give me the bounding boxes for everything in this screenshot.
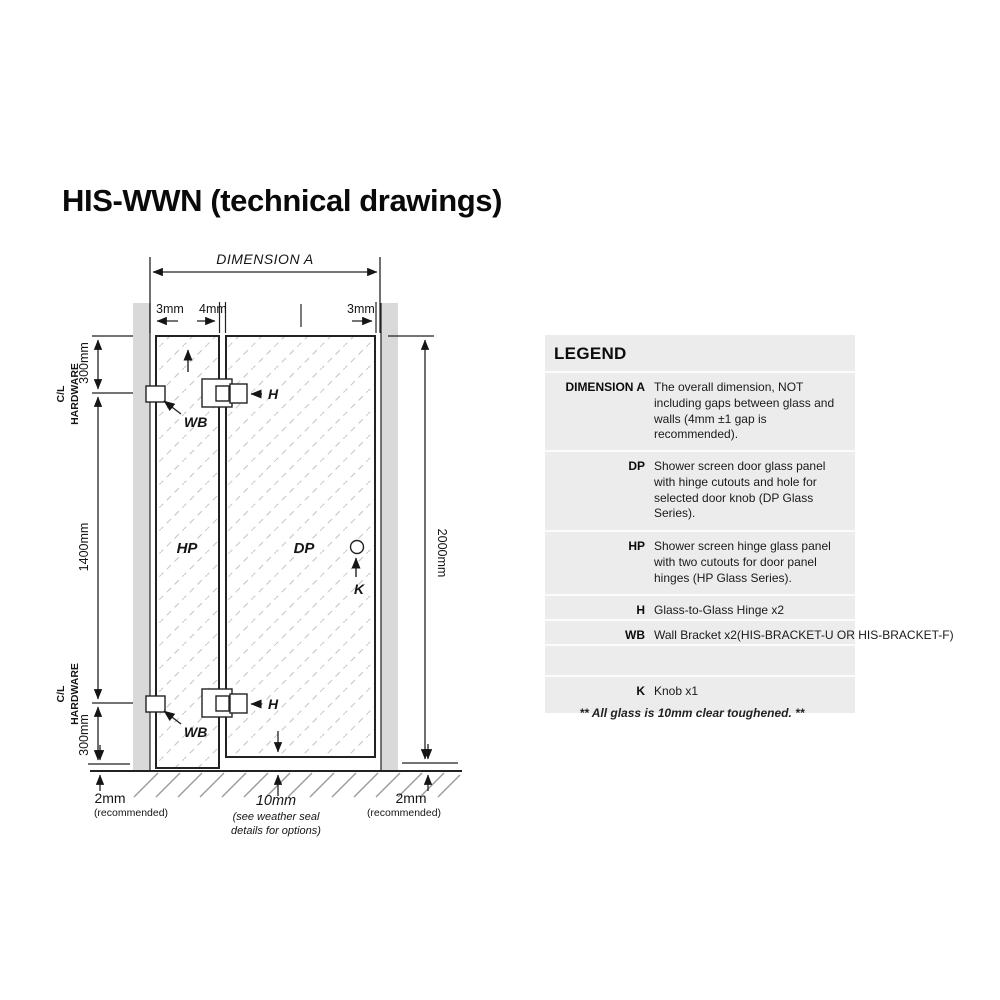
left-top-offset-label: 300mm	[77, 342, 91, 384]
wall-bracket-bottom-label: WB	[184, 724, 208, 740]
seal-gap-note-line2: details for options)	[231, 825, 321, 837]
legend-term: K	[636, 684, 645, 698]
legend-term: HP	[628, 539, 645, 553]
hinge-bottom-label: H	[268, 696, 279, 712]
legend-desc: Shower screen hinge glass panel with two cutouts for door panel hinges (HP Glass Series).	[654, 539, 831, 585]
left-dimension-chain	[88, 336, 133, 764]
dimension-a	[150, 257, 380, 333]
seal-gap-label: 10mm	[255, 793, 297, 809]
cl-hardware-top-line1: C/L	[55, 385, 67, 403]
gap-middle-label: 4mm	[199, 302, 227, 316]
overall-height-label: 2000mm	[435, 528, 449, 578]
knob-shape	[351, 541, 364, 554]
legend-desc: Knob x1	[654, 684, 699, 698]
page-title: HIS-WWN (technical drawings)	[62, 183, 503, 218]
panel-hp-label: HP	[176, 540, 198, 557]
gap-dimensions	[157, 302, 376, 333]
legend-term: H	[636, 603, 645, 617]
knob-label: K	[353, 581, 365, 597]
gap-left-label: 3mm	[156, 302, 184, 316]
floor-right-gap-label: 2mm	[395, 790, 427, 806]
legend-desc: Glass-to-Glass Hinge x2	[654, 603, 785, 617]
legend-row-dimension-a	[545, 371, 855, 450]
legend-term	[545, 646, 645, 653]
legend-term: DP	[628, 459, 645, 473]
hinge-top-label: H	[268, 386, 279, 402]
cl-hardware-top-line2: HARDWARE	[69, 363, 81, 425]
legend-row-wb	[545, 619, 954, 644]
legend-term: WB	[625, 628, 645, 642]
dimension-a-label: DIMENSION A	[216, 251, 314, 267]
legend-desc	[654, 646, 850, 653]
panel-dp-label: DP	[293, 540, 315, 557]
left-bottom-offset-label: 300mm	[77, 714, 91, 756]
legend-desc: The overall dimension, NOT including gaps between glass and walls (4mm ±1 gap is recommended).	[654, 380, 835, 442]
floor-left-gap-label: 2mm	[94, 790, 126, 806]
legend-desc: Shower screen door glass panel with hinge cutouts and hole for selected door knob (DP Glass Series).	[654, 459, 826, 521]
cl-hardware-bottom-line1: C/L	[55, 685, 67, 703]
legend-row-spacer	[545, 644, 855, 675]
gap-right-label: 3mm	[347, 302, 375, 316]
seal-gap-note-line1: (see weather seal	[232, 811, 320, 823]
wall-bracket-top-label: WB	[184, 414, 208, 430]
legend-term: DIMENSION A	[565, 380, 645, 394]
cl-hardware-bottom-line2: HARDWARE	[69, 663, 81, 725]
wall-right	[381, 303, 398, 771]
legend-panel	[545, 335, 954, 713]
legend-row-h	[545, 594, 855, 619]
floor-right-gap-note: (recommended)	[366, 807, 442, 819]
floor-left-gap-note: (recommended)	[93, 807, 169, 819]
legend-footnote: ** All glass is 10mm clear toughened. **	[579, 706, 805, 720]
legend-row-dp	[545, 450, 855, 530]
legend-row-hp	[545, 530, 855, 594]
legend-title: LEGEND	[554, 344, 627, 363]
left-middle-span-label: 1400mm	[77, 522, 91, 572]
legend-desc: Wall Bracket x2(HIS-BRACKET-U OR HIS-BRACKET-F)	[654, 628, 954, 642]
